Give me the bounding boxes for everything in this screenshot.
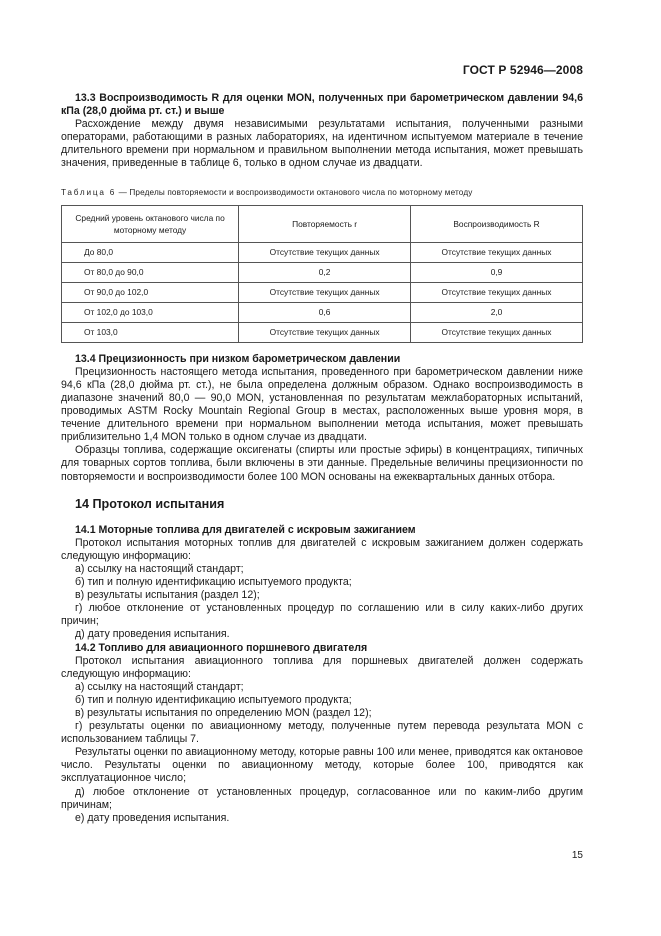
table-cell: От 103,0 — [62, 322, 239, 342]
list-item: в) результаты испытания (раздел 12); — [75, 589, 260, 602]
list-item: г) результаты оценки по авиационному методу, полученные путем перевода результата MON с использованием таблицы 7. — [61, 720, 583, 746]
list-item: г) любое отклонение от установленных процедур по соглашению или в силу каких-либо других причин; — [61, 602, 583, 628]
section-13-4-title: 13.4 Прецизионность при низком барометрическом давлении — [75, 352, 401, 365]
table-cell: 0,6 — [239, 302, 411, 322]
table-row — [62, 302, 583, 322]
list-item: е) дату проведения испытания. — [75, 811, 230, 824]
col-header-level: Средний уровень октанового числа по моторному методу — [62, 205, 239, 242]
table-cell: Отсутствие текущих данных — [239, 282, 411, 302]
section-13-4-paragraph-2: Образцы топлива, содержащие оксигенаты (спирты или простые эфиры) в концентрациях, типичных для товарных сортов топлива, были включены в эти данные. Предельные величины прецизионности по повторяемости и воспроизводимости более 100 MON основаны на ежеквартальных данных отбора. — [61, 444, 583, 483]
page-content — [61, 92, 583, 825]
list-item: в) результаты испытания по определению MON (раздел 12); — [75, 707, 372, 719]
section-14-heading: 14 Протокол испытания — [75, 496, 225, 511]
table-6-caption — [61, 186, 583, 199]
section-14-1-intro: Протокол испытания моторных топлив для двигателей с искровым зажиганием должен содержать следующую информацию: — [61, 536, 583, 562]
list-item: а) ссылку на настоящий стандарт; — [75, 680, 244, 693]
table-cell: От 102,0 до 103,0 — [62, 302, 239, 322]
table-6-label: Таблица 6 — [61, 187, 117, 197]
table-cell: Отсутствие текущих данных — [239, 322, 411, 342]
table-cell: До 80,0 — [62, 242, 239, 262]
page-number: 15 — [571, 850, 583, 861]
list-item: б) тип и полную идентификацию испытуемого продукта; — [75, 576, 352, 589]
section-14-2-note: Результаты оценки по авиационному методу, которые равны 100 или менее, приводятся как октановое число. Результаты оценки по авиационному методу, которые более 100, приводятся как эксплуатационное число; — [61, 746, 583, 785]
table-cell: От 90,0 до 102,0 — [62, 282, 239, 302]
section-14-1-title: 14.1 Моторные топлива для двигателей с искровым зажиганием — [75, 523, 416, 536]
list-item: д) дату проведения испытания. — [75, 628, 230, 641]
table-cell: Отсутствие текущих данных — [411, 322, 583, 342]
section-14-2-intro: Протокол испытания авиационного топлива для поршневых двигателей должен содержать следующую информацию: — [61, 654, 583, 680]
list-item: а) ссылку на настоящий стандарт; — [75, 562, 244, 575]
table-row — [62, 322, 583, 342]
table-6-caption-text: — Пределы повторяемости и воспроизводимости октанового числа по моторному методу — [116, 187, 473, 197]
table-row — [62, 282, 583, 302]
document-code: ГОСТ Р 52946—2008 — [462, 63, 583, 77]
table-row — [62, 262, 583, 282]
table-cell: 0,2 — [239, 262, 411, 282]
table-cell: 2,0 — [411, 302, 583, 322]
table-6 — [61, 205, 583, 343]
table-row — [62, 242, 583, 262]
table-cell: Отсутствие текущих данных — [239, 242, 411, 262]
col-header-repeatability: Повторяемость r — [239, 205, 411, 242]
section-13-4-paragraph-1: Прецизионность настоящего метода испытания, проведенного при барометрическом давлении ниже 94,6 кПа (28,0 дюйма рт. ст.), не была определена должным образом. Однако воспроизводимость в диапазоне значений 80,0 — 90,0 MON, установленная по результатам межлабораторных испытаний, проводимых ASTM Rocky Mountain Regional Group в местах, расположенных выше уровня моря, в течение длительного времени при нормальном выполнении метода испытания, может превышать приблизительно 1,4 MON только в одном случае из двадцати. — [61, 365, 583, 444]
list-item: д) любое отклонение от установленных процедур, согласованное или по каким-либо другим причинам; — [61, 785, 583, 811]
table-cell: Отсутствие текущих данных — [411, 282, 583, 302]
section-13-3-title: 13.3 Воспроизводимость R для оценки MON, полученных при барометрическом давлении 94,6 кПа (28,0 дюйма рт. ст.) и выше — [61, 92, 583, 118]
section-13-3-body: Расхождение между двумя независимыми результатами испытания, полученными разными операторами, работающими в разных лабораториях, на идентичном испытуемом материале в течение длительного времени при нормальном и правильном выполнении метода испытания, может превышать значения, приведенные в таблице 6, только в одном случае из двадцати. — [61, 118, 583, 170]
table-cell: 0,9 — [411, 262, 583, 282]
table-header-row — [62, 205, 583, 242]
list-item: б) тип и полную идентификацию испытуемого продукта; — [75, 693, 352, 706]
section-14-2-title: 14.2 Топливо для авиационного поршневого двигателя — [75, 641, 368, 654]
col-header-reproducibility: Воспроизводимость R — [411, 205, 583, 242]
table-cell: От 80,0 до 90,0 — [62, 262, 239, 282]
table-cell: Отсутствие текущих данных — [411, 242, 583, 262]
